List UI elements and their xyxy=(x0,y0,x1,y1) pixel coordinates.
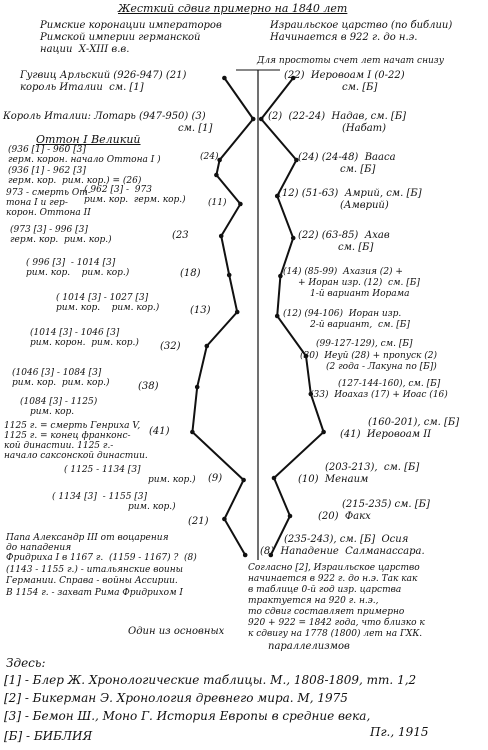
right-note: Для простоты счет лет начат снизу xyxy=(257,56,444,66)
left-entry-7c: (11) xyxy=(208,198,227,208)
right-entry-2a: (2) (22-24) Надав, см. [Б] xyxy=(268,111,407,122)
right-curve-point-7 xyxy=(275,314,280,319)
left-entry-17b: рим. кор.) xyxy=(128,502,176,512)
left-entry-11b: рим. корон. рим. кор.) xyxy=(30,338,139,348)
right-entry-12a: (215-235) см. [Б] xyxy=(342,499,430,510)
left-entry-8c: (23 xyxy=(172,230,189,241)
right-entry-4a: (12) (51-63) Амрий, см. [Б] xyxy=(278,188,422,199)
right-curve-point-6 xyxy=(278,274,283,279)
right-entry-6b: + Иоран изр. (12) см. [Б] xyxy=(298,278,420,288)
left-curve-point-7 xyxy=(227,273,232,278)
left-curve-point-13 xyxy=(222,517,227,522)
right-curve-point-10 xyxy=(321,430,326,435)
left-entry-12b: рим. кор. рим. кор.) xyxy=(12,378,110,388)
right-entry-10a: (160-201), см. [Б] xyxy=(368,417,460,428)
agreement-note-3: в таблице 0-й год изр. царства xyxy=(248,585,402,595)
left-entry-12c: (38) xyxy=(138,381,159,392)
left-entry-4c: (24) xyxy=(200,152,219,162)
caption-line-2: параллелизмов xyxy=(268,641,350,652)
agreement-note-4: трактуется на 920 г. н.э., xyxy=(248,596,379,606)
right-header-2: Начинается в 922 г. до н.э. xyxy=(270,32,418,43)
left-curve-point-12 xyxy=(241,478,246,483)
left-entry-14a: 1125 г. = смерть Генриха V, xyxy=(4,421,141,431)
left-entry-15: (41) xyxy=(149,426,170,437)
right-entry-12b: (20) Факх xyxy=(318,511,371,522)
left-header-3: нации Х-ХIII в.в. xyxy=(40,44,130,55)
left-entry-18f: В 1154 г. - захват Рима Фридрихом I xyxy=(6,588,183,598)
left-entry-18d: (1143 - 1155 г.) - итальянские воины xyxy=(6,565,183,575)
left-entry-10a: ( 1014 [3] - 1027 [3] xyxy=(56,293,149,303)
right-entry-8a: (99-127-129), см. [Б] xyxy=(316,339,413,349)
left-entry-18a: Папа Александр III от воцарения xyxy=(6,533,169,543)
left-entry-8a: (973 [3] - 996 [3] xyxy=(10,225,88,235)
left-curve-point-14 xyxy=(243,553,248,558)
left-curve-point-9 xyxy=(205,344,210,349)
left-entry-10c: (13) xyxy=(190,305,211,316)
left-curve-point-4 xyxy=(214,173,219,178)
agreement-note-1: Согласно [2], Израильское царство xyxy=(248,563,420,573)
right-entry-11a: (203-213), см. [Б] xyxy=(325,462,420,473)
right-entry-9a: (127-144-160), см. [Б] xyxy=(338,379,441,389)
reference-4: [Б] - БИБЛИЯ xyxy=(4,729,93,743)
left-entry-2b: см. [1] xyxy=(178,123,213,134)
diagram-title: Жесткий сдвиг примерно на 1840 лет xyxy=(118,2,348,15)
left-entry-11a: (1014 [3] - 1046 [3] xyxy=(30,328,120,338)
left-entry-1b: король Италии см. [1] xyxy=(20,82,144,93)
right-entry-8c: (2 года - Лакуна по [Б]) xyxy=(326,362,437,372)
left-curve-line xyxy=(192,78,253,555)
right-entry-10b: (41) Иеровоам II xyxy=(340,429,432,440)
left-entry-17c: (21) xyxy=(188,516,209,527)
left-entry-9a: ( 996 [3] - 1014 [3] xyxy=(26,258,116,268)
reference-3: [3] - Бемон Ш., Моно Г. История Европы в средние века, xyxy=(4,709,371,723)
left-entry-13b: рим. кор. xyxy=(30,407,75,417)
right-curve-point-2 xyxy=(259,117,264,122)
right-entry-6a: (14) (85-99) Ахазия (2) + xyxy=(283,267,403,277)
left-entry-7b: рим. кор. герм. кор.) xyxy=(84,195,186,205)
right-entry-11b: (10) Менаим xyxy=(298,474,369,485)
left-entry-1a: Гугвиц Арльский (926-947) (21) xyxy=(20,70,187,81)
right-entry-5a: (22) (63-85) Ахав xyxy=(298,230,390,241)
right-entry-5b: см. [Б] xyxy=(338,242,374,253)
right-curve-point-5 xyxy=(291,236,296,241)
left-entry-4a: (936 [1] - 960 [3] xyxy=(8,145,86,155)
left-curve-point-5 xyxy=(238,202,243,207)
left-entry-9c: (18) xyxy=(180,268,201,279)
references-title: Здесь: xyxy=(6,656,46,670)
right-entry-13a: (235-243), см. [Б] Осия xyxy=(284,534,409,545)
right-curve-point-11 xyxy=(272,476,277,481)
left-entry-3: Оттон I Великий xyxy=(36,133,141,146)
left-entry-16b: рим. кор.) xyxy=(148,475,196,485)
right-entry-8b: (30) Иеуй (28) + пропуск (2) xyxy=(300,351,438,361)
left-entry-14d: начало саксонской династии. xyxy=(4,451,148,461)
left-header-2: Римской империи германской xyxy=(40,32,201,43)
left-entry-6c: корон. Оттона II xyxy=(6,208,91,218)
left-entry-18b: до нападения xyxy=(6,543,72,553)
right-entry-3a: (24) (24-48) Вааса xyxy=(298,152,396,163)
reference-2: [2] - Бикерман Э. Хронология древнего мира. М, 1975 xyxy=(4,691,348,705)
agreement-note-2: начинается в 922 г. до н.э. Так как xyxy=(248,574,418,584)
caption-line-1: Один из основных xyxy=(128,626,225,637)
agreement-note-6: 920 + 922 = 1842 года, что близко к xyxy=(248,618,425,628)
left-entry-12a: (1046 [3] - 1084 [3] xyxy=(12,368,102,378)
left-entry-16a: ( 1125 - 1134 [3] xyxy=(64,465,141,475)
left-entry-8b: герм. кор. рим. кор.) xyxy=(10,235,112,245)
right-entry-9b: (33) Иоахаз (17) + Иоас (16) xyxy=(310,390,448,400)
left-entry-18c: Фридриха I в 1167 г. (1159 - 1167) ? (8) xyxy=(6,553,197,563)
right-entry-2b: (Набат) xyxy=(342,123,387,134)
left-entry-6b: тона I и гер- xyxy=(6,198,68,208)
left-header-1: Римские коронации императоров xyxy=(40,20,222,31)
left-entry-9b: рим. кор. рим. кор.) xyxy=(26,268,130,278)
right-entry-13b: (8) Нападение Салманассара. xyxy=(260,546,425,557)
left-curve-point-8 xyxy=(235,310,240,315)
left-entry-5a: (936 [1] - 962 [3] xyxy=(8,166,86,176)
right-entry-1b: см. [Б] xyxy=(342,82,378,93)
left-entry-14b: 1125 г. = конец франконс- xyxy=(4,431,131,441)
left-entry-11c: (32) xyxy=(160,341,181,352)
right-entry-1a: (22) Иеровоам I (0-22) xyxy=(284,70,405,81)
right-header-1: Израильское царство (по библии) xyxy=(270,20,453,31)
left-curve-point-11 xyxy=(190,430,195,435)
right-entry-6c: 1-й вариант Иорама xyxy=(310,289,410,299)
left-curve-point-10 xyxy=(195,385,200,390)
left-curve-point-2 xyxy=(251,117,256,122)
agreement-note-7: к сдвигу на 1778 (1800) лет на ГХК. xyxy=(248,629,423,639)
left-entry-4b: герм. корон. начало Оттона I ) xyxy=(8,155,161,165)
reference-3-cont: Пг., 1915 xyxy=(370,725,429,739)
left-entry-17a: ( 1134 [3] - 1155 [3] xyxy=(52,492,148,502)
left-entry-5b: герм. кор. рим. кор.) = (26) xyxy=(8,176,142,186)
right-entry-7b: 2-й вариант, см. [Б] xyxy=(310,320,410,330)
agreement-note-5: то сдвиг составляет примерно xyxy=(248,607,405,617)
right-entry-4b: (Амврий) xyxy=(340,200,389,211)
right-entry-3b: см. [Б] xyxy=(340,164,376,175)
left-entry-18e: Германии. Справа - войны Ассирии. xyxy=(6,576,178,586)
left-entry-7a: ( 962 [3] - 973 xyxy=(84,185,152,195)
left-entry-10b: рим. кор. рим. кор.) xyxy=(56,303,160,313)
left-curve-point-6 xyxy=(219,234,224,239)
right-entry-7a: (12) (94-106) Иоран изр. xyxy=(283,309,402,319)
left-entry-14c: кой династии. 1125 г.- xyxy=(4,441,114,451)
left-entry-13a: (1084 [3] - 1125) xyxy=(20,397,98,407)
left-entry-2a: Король Италии: Лотарь (947-950) (3) xyxy=(3,111,206,122)
left-entry-16c: (9) xyxy=(208,473,223,484)
reference-1: [1] - Блер Ж. Хронологические таблицы. М., 1808-1809, тт. 1,2 xyxy=(4,673,417,687)
left-entry-6a: 973 - смерть От- xyxy=(6,188,91,198)
left-curve-point-1 xyxy=(222,76,227,81)
right-curve-point-12 xyxy=(288,514,293,519)
